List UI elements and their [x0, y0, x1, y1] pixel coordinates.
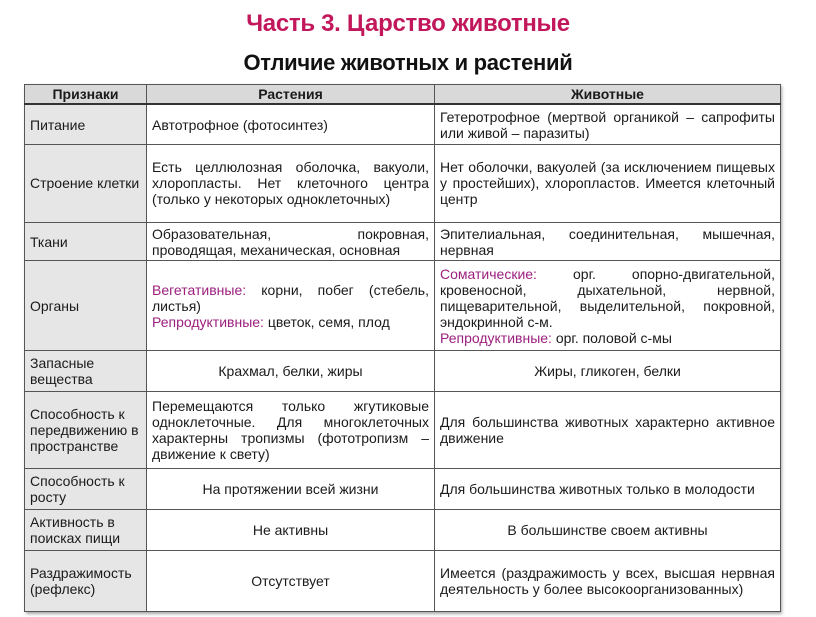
animals-cell: В большинстве своем активны	[435, 510, 781, 551]
table-title: Отличие животных и растений	[243, 50, 573, 75]
vegetative-text: корни, побег (стебель, листья)	[152, 281, 429, 314]
feature-cell: Органы	[25, 261, 147, 351]
animals-cell: Для большинства животных характерно активное движение	[435, 391, 781, 468]
plants-cell: Образовательная, покровная, проводящая, механическая, основная	[147, 222, 435, 261]
plants-cell: Перемещаются только жгутиковые одноклеточные. Для многоклеточных характерны тропизмы (фототропизм – движение к свету)	[147, 391, 435, 468]
table-row	[25, 104, 781, 145]
feature-cell: Строение клетки	[25, 145, 147, 222]
plants-cell	[147, 261, 435, 351]
animals-cell: Нет оболочки, вакуолей (за исключением пищевых у простейших), хлоропластов. Имеется клеточный центр	[435, 145, 781, 222]
table-row	[25, 145, 781, 222]
plants-cell: Крахмал, белки, жиры	[147, 351, 435, 392]
animals-cell	[435, 261, 781, 351]
table-row	[25, 222, 781, 261]
table-row	[25, 391, 781, 468]
table-row	[25, 351, 781, 392]
reproductive-label: Репродуктивные:	[440, 329, 552, 346]
animals-cell: Для большинства животных только в молодости	[435, 469, 781, 510]
animals-cell: Эпителиальная, соединительная, мышечная, нервная	[435, 222, 781, 261]
reproductive-label: Репродуктивные:	[152, 313, 264, 330]
feature-cell: Раздражимость (рефлекс)	[25, 550, 147, 611]
plants-cell: На протяжении всей жизни	[147, 469, 435, 510]
reproductive-text: цветок, семя, плод	[263, 313, 390, 330]
table-row	[25, 510, 781, 551]
table-row	[25, 550, 781, 611]
feature-cell: Ткани	[25, 222, 147, 261]
animals-cell: Гетеротрофное (мертвой органикой – сапрофиты или живой – паразиты)	[435, 104, 781, 145]
column-header-plants: Растения	[147, 85, 435, 105]
plants-cell: Автотрофное (фотосинтез)	[147, 104, 435, 145]
column-header-features: Признаки	[25, 85, 147, 105]
table-header-row	[25, 85, 781, 105]
reproductive-text: орг. половой с-мы	[551, 329, 672, 346]
table-row	[25, 261, 781, 351]
animals-cell: Жиры, гликоген, белки	[435, 351, 781, 392]
animals-reproductive-organs	[440, 330, 775, 346]
animals-somatic-organs	[440, 266, 775, 330]
plants-reproductive-organs	[152, 314, 429, 330]
feature-cell: Способность к передвижению в пространстве	[25, 391, 147, 468]
somatic-text: орг. опорно-двигательной, кровеносной, дыхательной, нервной, пищеварительной, выделительной, покровной, эндокринной с-м.	[440, 265, 775, 330]
comparison-table-wrapper	[24, 84, 780, 612]
plants-cell: Не активны	[147, 510, 435, 551]
feature-cell: Запасные вещества	[25, 351, 147, 392]
somatic-label: Соматические:	[440, 265, 537, 282]
feature-cell: Активность в поисках пищи	[25, 510, 147, 551]
animals-cell: Имеется (раздражимость у всех, высшая нервная деятельность у более высокоорганизованных)	[435, 550, 781, 611]
feature-cell: Питание	[25, 104, 147, 145]
part-title: Часть 3. Царство животные	[246, 10, 570, 37]
vegetative-label: Вегетативные:	[152, 281, 247, 298]
feature-cell: Способность к росту	[25, 469, 147, 510]
plants-cell: Отсутствует	[147, 550, 435, 611]
plants-vegetative-organs	[152, 282, 429, 314]
plants-cell: Есть целлюлозная оболочка, вакуоли, хлоропласты. Нет клеточного центра (только у некоторых одноклеточных)	[147, 145, 435, 222]
comparison-table	[24, 84, 781, 612]
column-header-animals: Животные	[435, 85, 781, 105]
table-row	[25, 469, 781, 510]
